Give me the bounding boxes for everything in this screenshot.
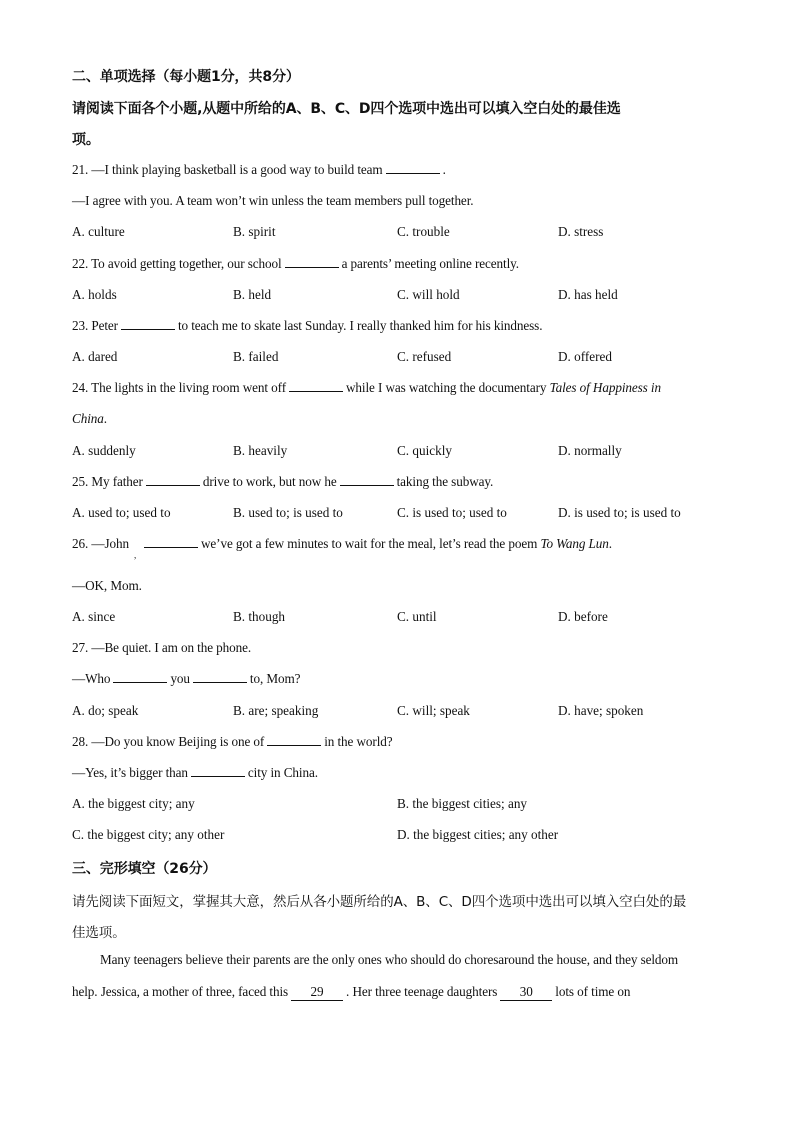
option-b: B. held bbox=[233, 287, 272, 302]
question-27: 27. —Be quiet. I am on the phone. bbox=[72, 640, 252, 655]
question-stem: 25. My father bbox=[72, 474, 143, 489]
option-d: D. the biggest cities; any other bbox=[397, 827, 559, 842]
option-b: B. are; speaking bbox=[233, 703, 319, 718]
question-24-cont bbox=[72, 411, 107, 427]
reply-end: to, Mom? bbox=[249, 671, 301, 686]
option-a: A. dared bbox=[72, 349, 118, 364]
option-a: A. used to; used to bbox=[72, 505, 171, 520]
option-c: C. quickly bbox=[397, 443, 452, 458]
question-stem: 24. The lights in the living room went off bbox=[72, 380, 286, 395]
question-27-reply bbox=[72, 671, 300, 687]
section-instruction: 请阅读下面各个小题,从题中所给的A、B、C、D四个选项中选出可以填入空白处的最佳选 bbox=[72, 101, 621, 117]
option-d: D. is used to; is used to bbox=[558, 505, 681, 520]
passage-text: lots of time on bbox=[555, 984, 631, 999]
option-d: D. normally bbox=[558, 443, 622, 458]
reply-end: city in China. bbox=[247, 765, 318, 780]
passage-text: help. Jessica, a mother of three, faced this bbox=[72, 984, 289, 999]
option-b: B. the biggest cities; any bbox=[397, 796, 528, 811]
question-stem-mid: we’ve got a few minutes to wait for the meal, let’s read the poem bbox=[200, 536, 538, 551]
question-stem-end: . bbox=[442, 162, 446, 177]
question-stem-end: . bbox=[103, 411, 107, 426]
documentary-title-cont: China bbox=[72, 411, 104, 426]
question-stem: 26. —John bbox=[72, 536, 129, 551]
question-23 bbox=[72, 318, 542, 334]
section-heading: 二、单项选择（每小题1分，共8分） bbox=[72, 69, 300, 85]
answer-blank bbox=[285, 256, 339, 268]
answer-blank bbox=[386, 162, 440, 174]
option-c: C. is used to; used to bbox=[397, 505, 507, 520]
option-b: B. failed bbox=[233, 349, 279, 364]
question-stem-end: . bbox=[608, 536, 612, 551]
option-d: D. before bbox=[558, 609, 608, 624]
option-a: A. the biggest city; any bbox=[72, 796, 195, 811]
answer-blank bbox=[289, 380, 343, 392]
cloze-blank-29: 29 bbox=[291, 984, 343, 1001]
option-c: C. until bbox=[397, 609, 437, 624]
option-a: A. holds bbox=[72, 287, 117, 302]
question-stem: 28. —Do you know Beijing is one of bbox=[72, 734, 265, 749]
option-d: D. stress bbox=[558, 224, 604, 239]
question-stem-end: taking the subway. bbox=[396, 474, 494, 489]
question-26-reply: —OK, Mom. bbox=[72, 578, 142, 593]
question-stem-mid: while I was watching the documentary bbox=[346, 380, 547, 395]
section-instruction-cont: 佳选项。 bbox=[72, 925, 126, 941]
question-stem-end: to teach me to skate last Sunday. I really thanked him for his kindness. bbox=[177, 318, 543, 333]
question-25 bbox=[72, 474, 493, 490]
option-b: B. used to; is used to bbox=[233, 505, 343, 520]
option-d: D. has held bbox=[558, 287, 618, 302]
option-b: B. heavily bbox=[233, 443, 288, 458]
answer-blank bbox=[144, 536, 198, 548]
question-24 bbox=[72, 380, 661, 396]
option-a: A. do; speak bbox=[72, 703, 139, 718]
passage-line-2 bbox=[72, 984, 630, 1001]
option-c: C. will; speak bbox=[397, 703, 470, 718]
question-28-reply bbox=[72, 765, 318, 781]
option-b: B. though bbox=[233, 609, 286, 624]
passage-text: . Her three teenage daughters bbox=[346, 984, 498, 999]
reply-start: —Who bbox=[72, 671, 111, 686]
question-stem: 23. Peter bbox=[72, 318, 118, 333]
documentary-title: Tales of Happiness in bbox=[549, 380, 661, 395]
answer-blank bbox=[113, 671, 167, 683]
option-c: C. refused bbox=[397, 349, 452, 364]
answer-blank bbox=[191, 765, 245, 777]
option-a: A. suddenly bbox=[72, 443, 136, 458]
question-21-reply: —I agree with you. A team won’t win unless the team members pull together. bbox=[72, 193, 474, 208]
question-22 bbox=[72, 256, 519, 272]
question-26 bbox=[72, 536, 612, 552]
comma-mark: , bbox=[134, 550, 137, 560]
question-stem-end: a parents’ meeting online recently. bbox=[341, 256, 519, 271]
option-d: D. offered bbox=[558, 349, 612, 364]
passage-line-1: Many teenagers believe their parents are the only ones who should do choresaround the house, and they seldom bbox=[100, 952, 679, 967]
question-stem-end: in the world? bbox=[324, 734, 393, 749]
option-c: C. the biggest city; any other bbox=[72, 827, 225, 842]
answer-blank bbox=[193, 671, 247, 683]
question-21 bbox=[72, 162, 446, 178]
option-b: B. spirit bbox=[233, 224, 276, 239]
option-d: D. have; spoken bbox=[558, 703, 644, 718]
option-a: A. since bbox=[72, 609, 116, 624]
poem-title: To Wang Lun bbox=[540, 536, 609, 551]
option-c: C. will hold bbox=[397, 287, 460, 302]
answer-blank bbox=[146, 474, 200, 486]
option-a: A. culture bbox=[72, 224, 125, 239]
option-c: C. trouble bbox=[397, 224, 450, 239]
question-28 bbox=[72, 734, 393, 750]
section-heading: 三、完形填空（26分） bbox=[72, 861, 217, 877]
reply-mid: you bbox=[170, 671, 190, 686]
question-stem-mid: drive to work, but now he bbox=[202, 474, 337, 489]
answer-blank bbox=[267, 734, 321, 746]
cloze-blank-30: 30 bbox=[500, 984, 552, 1001]
section-instruction-cont: 项。 bbox=[72, 132, 100, 148]
answer-blank bbox=[121, 318, 175, 330]
question-stem: 21. —I think playing basketball is a good way to build team bbox=[72, 162, 383, 177]
reply-start: —Yes, it’s bigger than bbox=[72, 765, 188, 780]
answer-blank bbox=[340, 474, 394, 486]
section-instruction: 请先阅读下面短文，掌握其大意，然后从各小题所给的A、B、C、D四个选项中选出可以填入空白处的最 bbox=[72, 894, 687, 910]
question-stem: 22. To avoid getting together, our school bbox=[72, 256, 282, 271]
